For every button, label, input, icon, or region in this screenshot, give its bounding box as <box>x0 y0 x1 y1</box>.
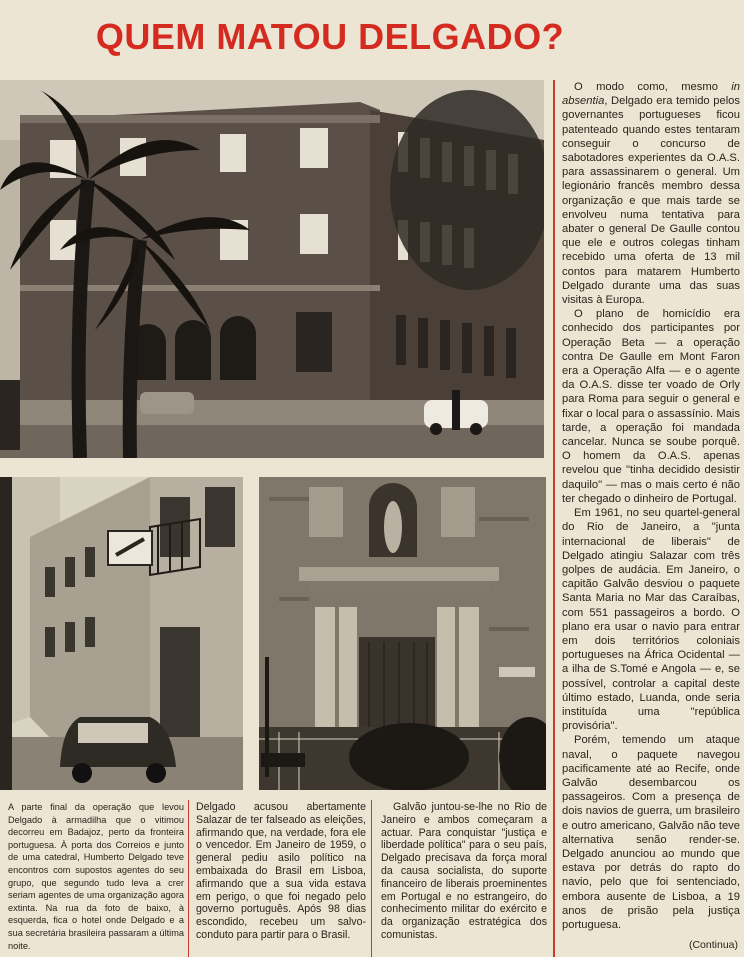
headline: QUEM MATOU DELGADO? <box>95 16 565 57</box>
continued-label: (Continua) <box>688 939 738 951</box>
column-rule-right <box>553 80 555 957</box>
right-column <box>562 80 740 940</box>
right-paragraph-4: Porém, temendo um ataque naval, o paquete navegou pacificamente até ao Recife, onde Galvão desembarcou os passageiros. Com a presença de dois navios de guerra, um brasileiro e outro americano, Galvão não teve alternativa senão render-se. Delgado anunciou ao mundo que estava por detrás do rapto do navio, pelo que foi sentenciado, embora ausente de Lisboa, a 19 anos de prisão pela justiça portuguesa. <box>562 734 740 931</box>
right-paragraph-2: O plano de homicídio era conhecido dos participantes por Operação Beta — a operação contra De Gaulle em Mont Faron era a Operação Alfa — e o agente da O.A.S. disse ter voado de Orly para Roma para seguir o general e fixar o local para o assassínio. Mais tarde, a operação foi mandada cancelar. Nunca se soube porquê. O homem da O.A.S. apenas revelou que "tinha decidido desistir daquilo" — mas o mais certo é não ter chegado o dinheiro de Portugal. <box>562 308 740 505</box>
photo-street <box>0 477 243 790</box>
column-rule-bottom-2 <box>371 800 372 957</box>
body-column-1: Delgado acusou abertamente Salazar de ter falseado as eleições, afirmando que, na verdade, fora ele o vencedor. Em Janeiro de 1959, o general pediu asilo político na embaixada do Brasil em Lisboa, afirmando que a sua vida estava em perigo, o que foi negado pelo governo português. Após 98 dias escondido, recebeu um salvo-conduto para partir para o Brasil. <box>196 801 366 941</box>
photo-church <box>259 477 546 790</box>
body-column-2: Galvão juntou-se-lhe no Rio de Janeiro e ambos começaram a actuar. Para conquistar "justiça e liberdade política" para o seu país, Delgado precisava da força moral da causa socialista, do suporte financeiro de liberais proeminentes em Portugal e no estrangeiro, do conhecimento militar do exército e da organização estratégica dos comunistas. <box>381 801 547 941</box>
column-rule-bottom-1 <box>188 800 189 957</box>
right-paragraph-3: Em 1961, no seu quartel-general do Rio de Janeiro, a "junta internacional de liberais" de Delgado atingiu Salazar com três golpes de audácia. Em Janeiro, o capitão Galvão desviou o paquete Santa Maria no Mar das Caraíbas, com 551 passageiros a bordo. O plano era usar o navio para entrar em dois territórios coloniais portugueses na África Ocidental — a ilha de S.Tomé e Angola — e, se possível, controlar a capital deste último estado, Luanda, onde seria instituída uma "república provisória". <box>562 507 740 733</box>
right-paragraph-1: O modo como, mesmo in absentia, Delgado era temido pelos governantes portugueses ficou patenteado quando estes tentaram conseguir o concurso de sabotadores experientes da O.A.S. para assassinarem o general. Um legionário francês membro dessa organização e que mais tarde se envolveu numa tentativa para abater o general De Gaulle contou que ele e outros colegas tinham recebido uma oferta de 13 mil contos para matarem Humberto Delgado durante uma das suas visitas à Europa. <box>562 81 740 307</box>
photo-caption: A parte final da operação que levou Delgado à armadilha que o vitimou decorreu em Badajoz, perto da fronteira portuguesa. À porta dos Correios e junto de uma catedral, Humberto Delgado teve encontros com supostos agentes do seu grupo, que segundo tudo leva a crer seriam agentes de uma organização agora extinta. Na rua da foto de baixo, à esquerda, fica o hotel onde Delgado e a sua secretária brasileira passaram a última noite. <box>8 802 184 951</box>
photo-palace <box>0 80 544 458</box>
